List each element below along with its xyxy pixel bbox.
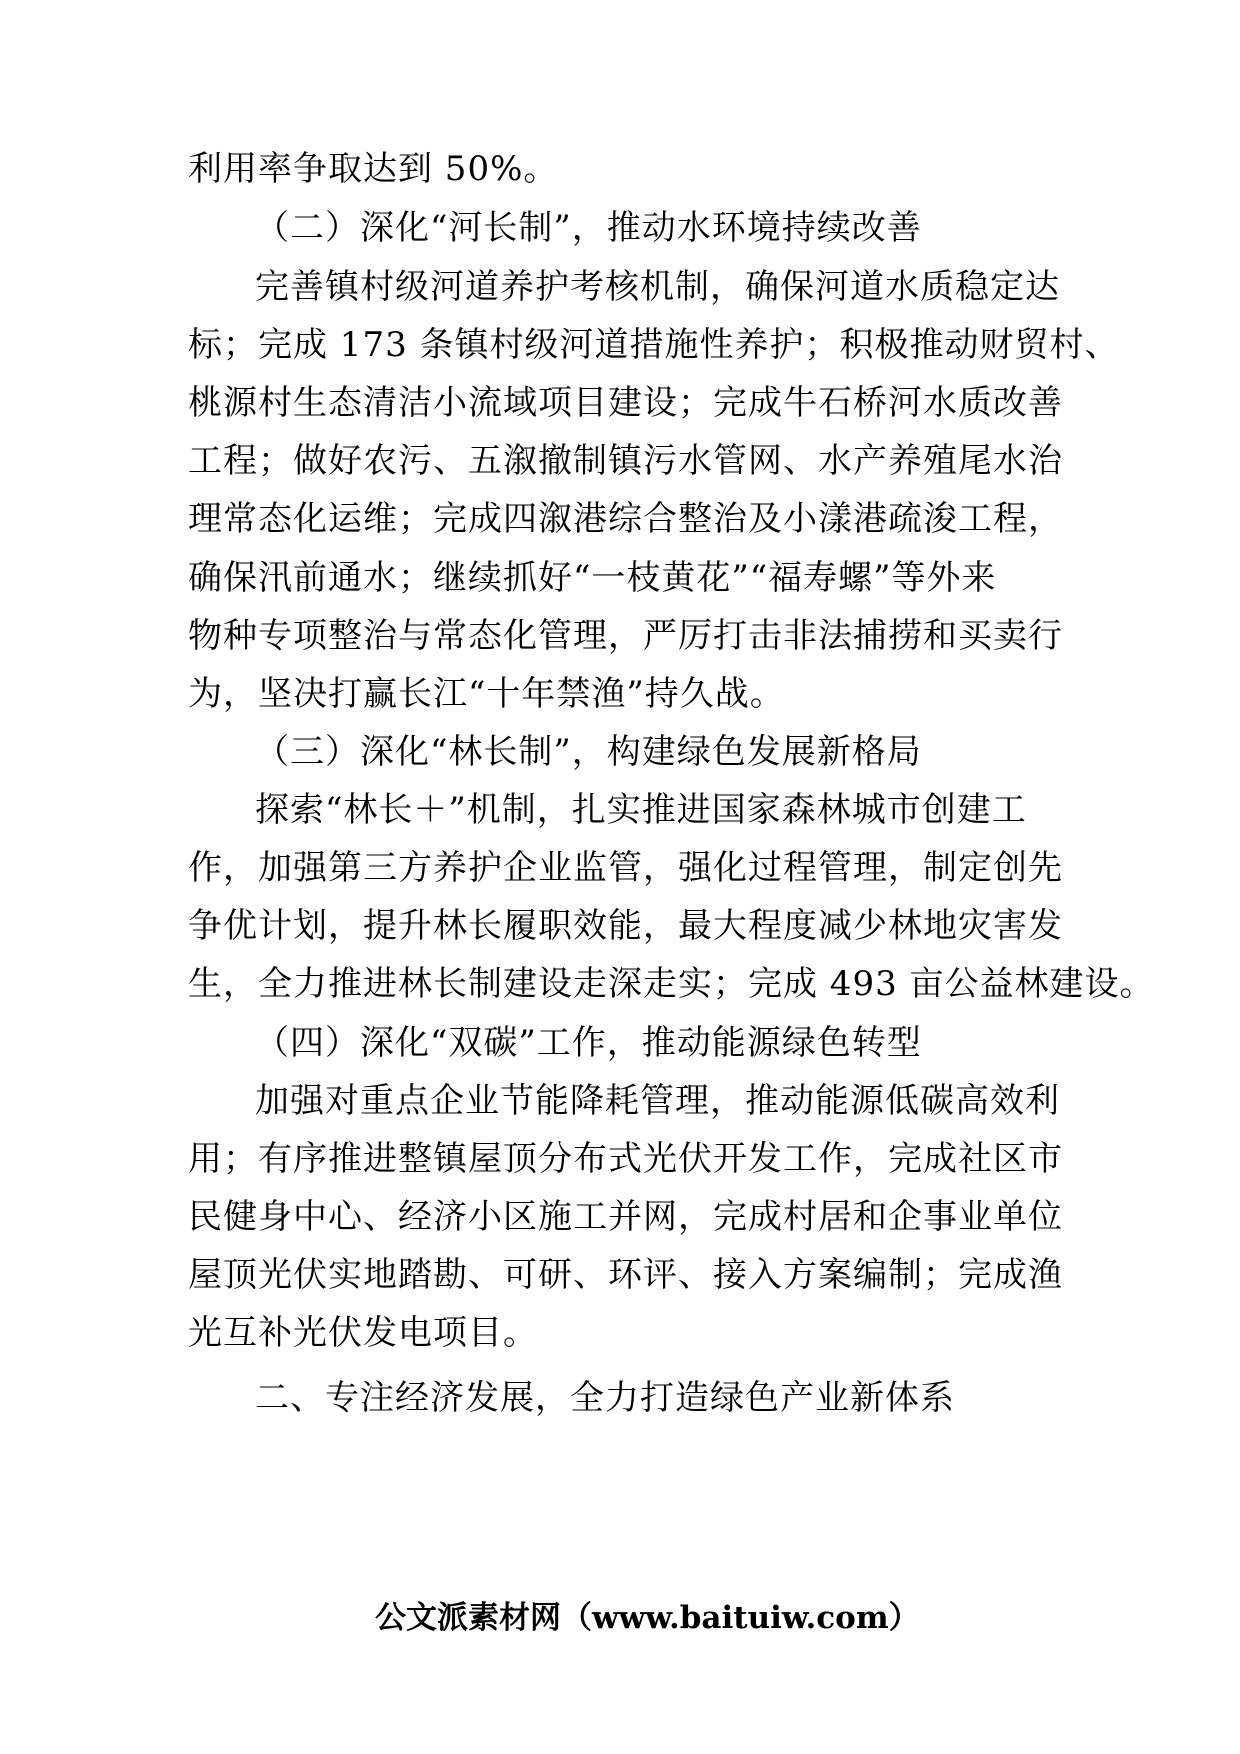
paragraph-line: 探索“林长＋”机制，扎实推进国家森林城市创建工 xyxy=(255,790,1027,830)
paragraph-line: 加强对重点企业节能降耗管理，推动能源低碳高效利 xyxy=(255,1081,1060,1121)
paragraph-line: 物种专项整治与常态化管理，严厉打击非法捕捞和买卖行 xyxy=(188,616,1063,656)
paragraph-line: 利用率争取达到 50%。 xyxy=(188,149,559,189)
paragraph-line: 争优计划，提升林长履职效能，最大程度减少林地灾害发 xyxy=(188,906,1063,946)
paragraph-line: 确保汛前通水；继续抓好“一枝黄花”“福寿螺”等外来 xyxy=(188,558,997,598)
paragraph-line: 光互补光伏发电项目。 xyxy=(188,1313,538,1353)
paragraph-line: 为，坚决打赢长江“十年禁渔”持久战。 xyxy=(188,674,785,714)
chapter-heading: 二、专注经济发展，全力打造绿色产业新体系 xyxy=(255,1378,955,1418)
section-heading: （二）深化“河长制”，推动水环境持续改善 xyxy=(255,208,922,248)
paragraph-line: 生，全力推进林长制建设走深走实；完成 493 亩公益林建设。 xyxy=(188,964,1155,1004)
paragraph-line: 屋顶光伏实地踏勘、可研、环评、接入方案编制；完成渔 xyxy=(188,1255,1063,1295)
watermark-footer: 公文派素材网（www.baituiw.com） xyxy=(375,1600,920,1636)
paragraph-line: 用；有序推进整镇屋顶分布式光伏开发工作，完成社区市 xyxy=(188,1139,1063,1179)
paragraph-line: 桃源村生态清洁小流域项目建设；完成牛石桥河水质改善 xyxy=(188,383,1063,423)
paragraph-line: 工程；做好农污、五溆撤制镇污水管网、水产养殖尾水治 xyxy=(188,441,1063,481)
section-heading: （三）深化“林长制”，构建绿色发展新格局 xyxy=(255,732,922,772)
section-heading: （四）深化“双碳”工作，推动能源绿色转型 xyxy=(255,1023,922,1063)
paragraph-line: 民健身中心、经济小区施工并网，完成村居和企事业单位 xyxy=(188,1197,1063,1237)
paragraph-line: 标；完成 173 条镇村级河道措施性养护；积极推动财贸村、 xyxy=(188,325,1120,365)
paragraph-line: 作，加强第三方养护企业监管，强化过程管理，制定创先 xyxy=(188,848,1063,888)
paragraph-line: 完善镇村级河道养护考核机制，确保河道水质稳定达 xyxy=(255,267,1060,307)
paragraph-line: 理常态化运维；完成四溆港综合整治及小漾港疏浚工程， xyxy=(188,499,1063,539)
